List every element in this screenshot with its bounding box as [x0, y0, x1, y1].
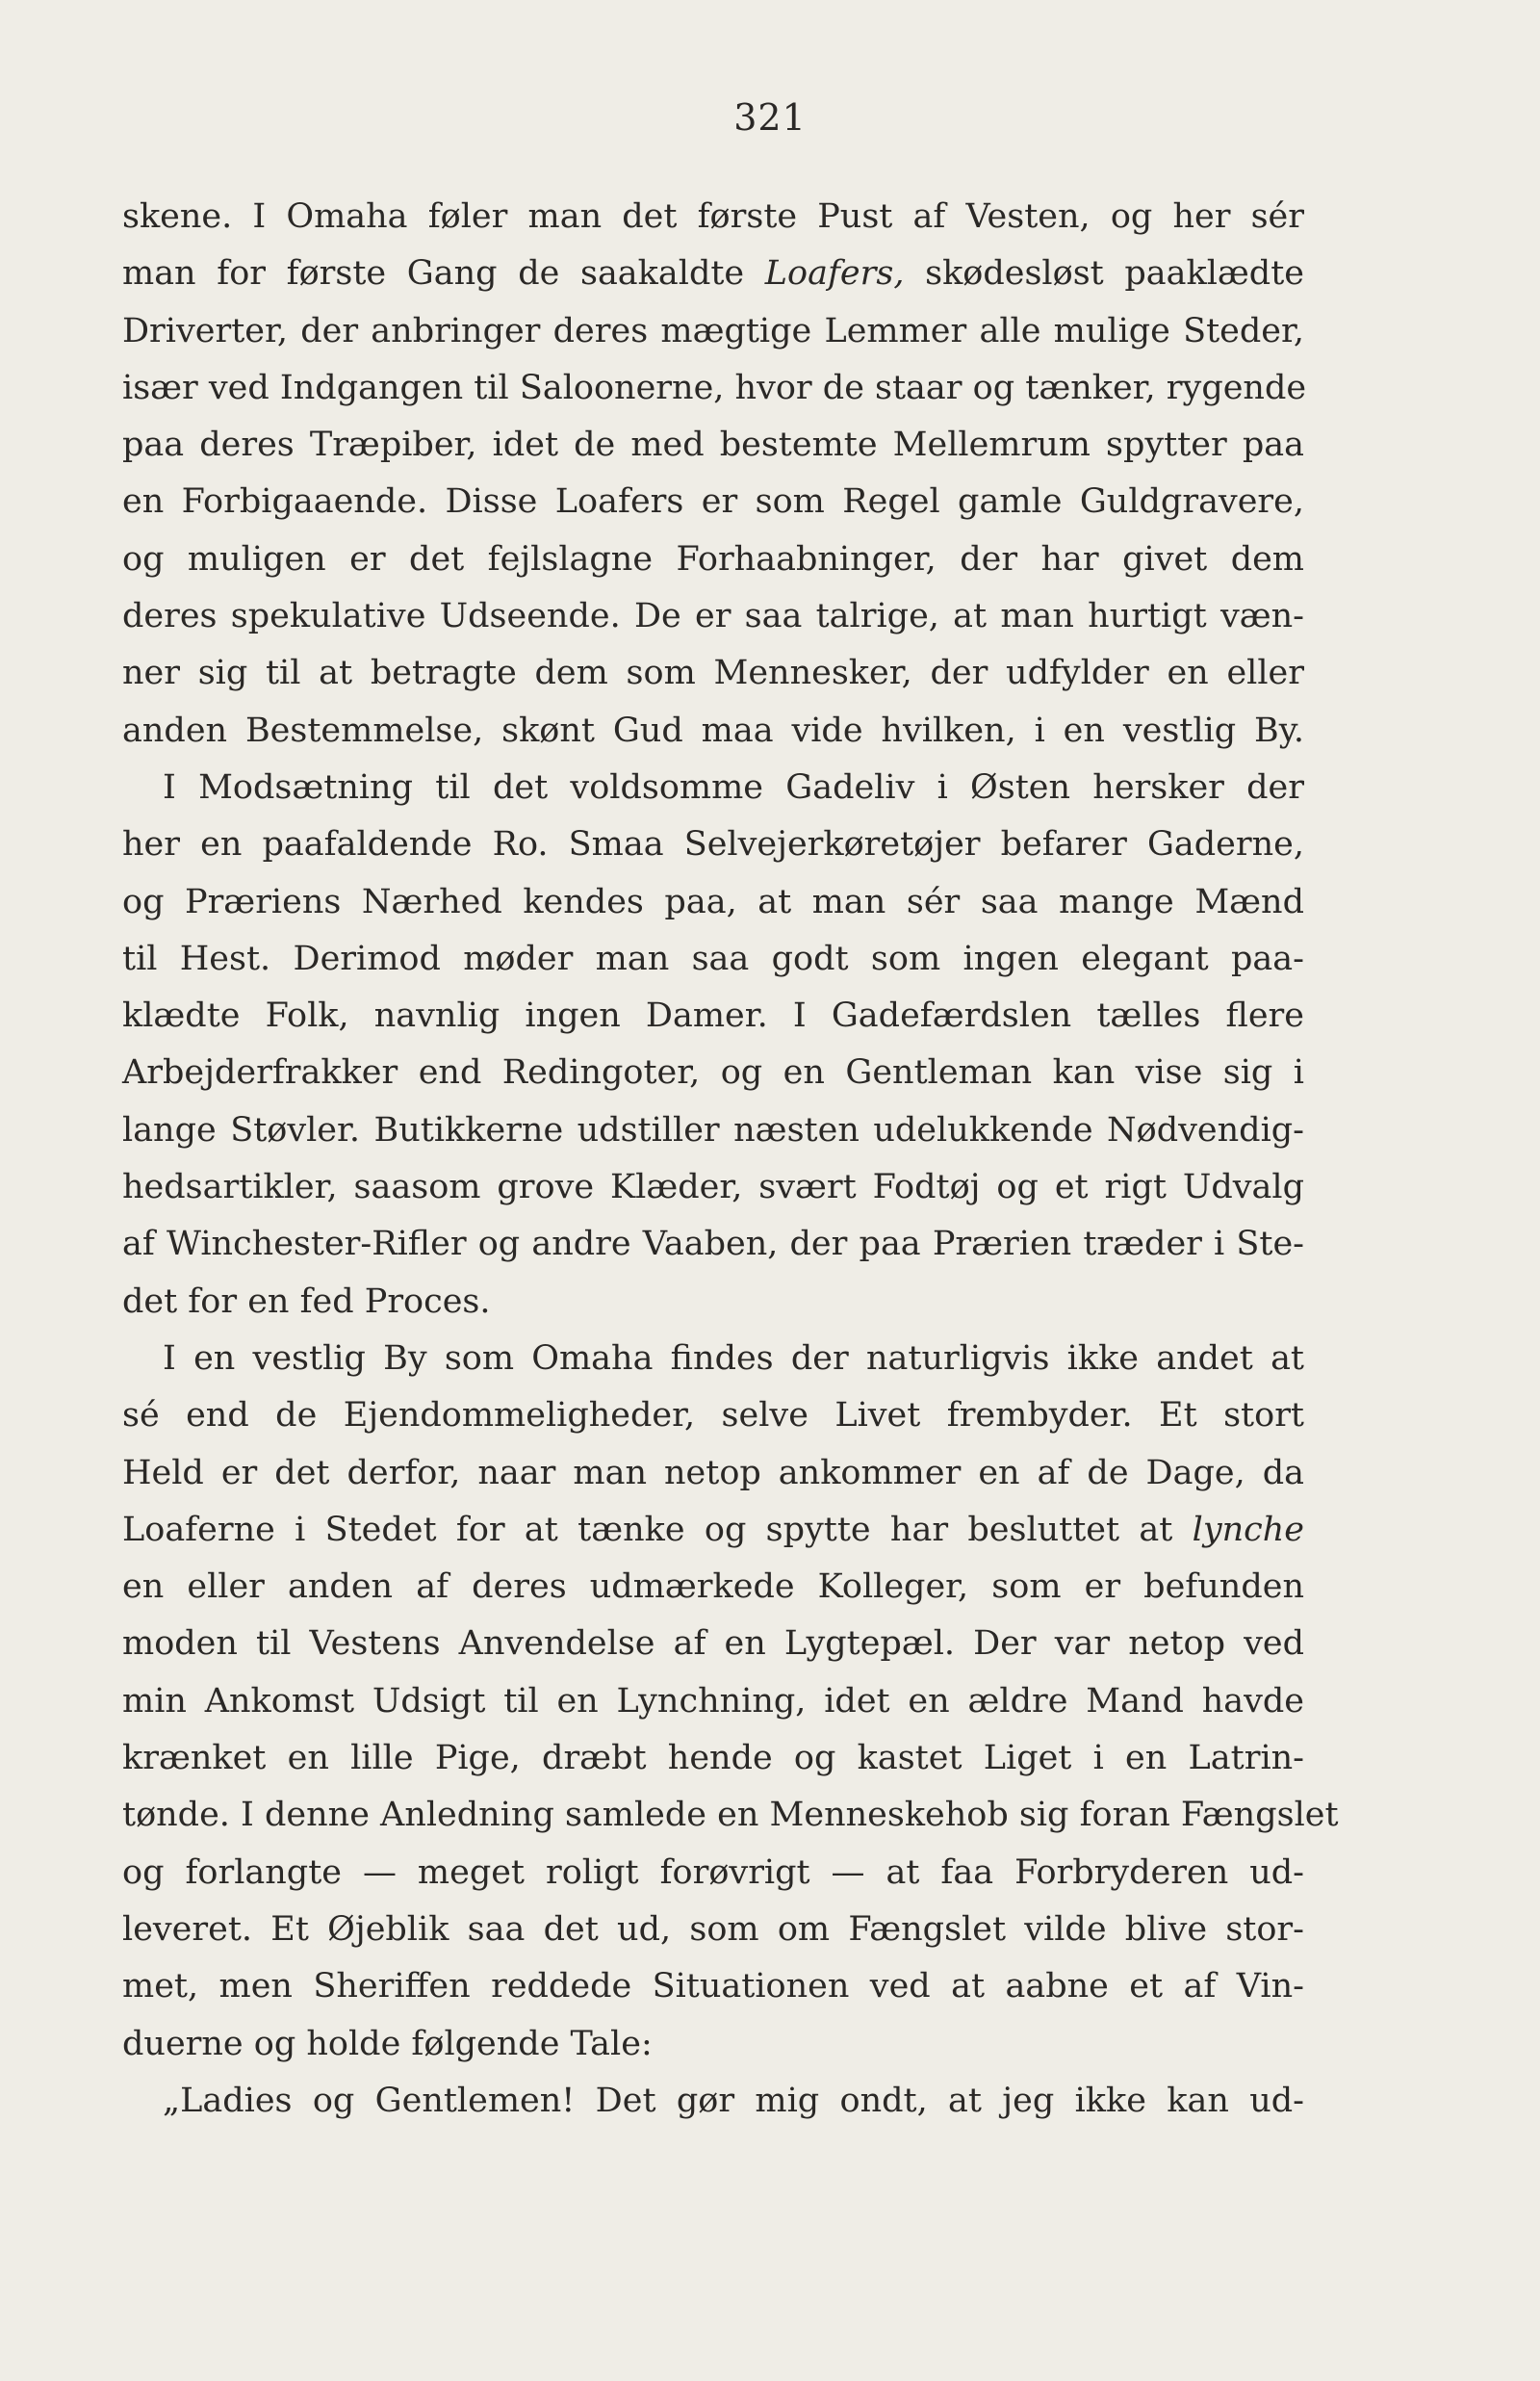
text-line: og Præriens Nærhed kendes paa, at man sér saa mange Mænd: [122, 882, 1304, 921]
body-text: [122, 189, 1339, 2130]
text-line: krænket en lille Pige, dræbt hende og kastet Liget i en Latrin-: [122, 1739, 1304, 1778]
text-line: hedsartikler, saasom grove Klæder, svært Fodtøj og et rigt Udvalg: [122, 1168, 1304, 1207]
text-line: paa deres Træpiber, idet de med bestemte Mellemrum spytter paa: [122, 426, 1304, 465]
text-line: en eller anden af deres udmærkede Kolleger, som er befunden: [122, 1567, 1304, 1607]
text-line: Driverter, der anbringer deres mægtige Lemmer alle mulige Steder,: [122, 311, 1304, 350]
text-line: en Forbigaaende. Disse Loafers er som Regel gamle Guldgravere,: [122, 482, 1304, 522]
italic-term: Loafers,: [764, 254, 905, 294]
text-line: „Ladies og Gentlemen! Det gør mig ondt, at jeg ikke kan ud-: [163, 2081, 1304, 2120]
text-line: og forlangte — meget roligt forøvrigt — at faa Forbryderen ud-: [122, 1852, 1304, 1892]
text-line: og muligen er det fejlslagne Forhaabninger, der har givet dem: [122, 539, 1304, 579]
text-segment: skødesløst paaklædte: [904, 254, 1304, 294]
text-line: skene. I Omaha føler man det første Pust af Vesten, og her sér: [122, 197, 1304, 236]
text-line: Arbejderfrakker end Redingoter, og en Gentleman kan vise sig i: [122, 1053, 1304, 1093]
italic-term: lynche: [1192, 1510, 1304, 1549]
text-segment: man for første Gang de saakaldte: [122, 254, 765, 294]
text-line: I en vestlig By som Omaha findes der naturligvis ikke andet at: [163, 1338, 1304, 1378]
text-line: tønde. I denne Anledning samlede en Menneskehob sig foran Fængslet: [122, 1796, 1339, 1835]
text-line: af Winchester-Rifler og andre Vaaben, der paa Prærien træder i Ste-: [122, 1225, 1304, 1264]
text-segment: Loaferne i Stedet for at tænke og spytte har besluttet at: [122, 1510, 1193, 1549]
text-line: lange Støvler. Butikkerne udstiller næsten udelukkende Nødvendig-: [122, 1110, 1304, 1150]
text-line: met, men Sheriffen reddede Situationen ved at aabne et af Vin-: [122, 1967, 1304, 2006]
text-line: Held er det derfor, naar man netop ankommer en af de Dage, da: [122, 1453, 1304, 1492]
text-line: til Hest. Derimod møder man saa godt som ingen elegant paa-: [122, 939, 1304, 978]
text-line: især ved Indgangen til Saloonerne, hvor de staar og tænker, rygende: [122, 368, 1307, 407]
text-line: anden Bestemmelse, skønt Gud maa vide hvilken, i en vestlig By.: [122, 711, 1304, 750]
text-line: min Ankomst Udsigt til en Lynchning, idet en ældre Mand havde: [122, 1681, 1304, 1721]
page-number: 321: [733, 96, 807, 139]
text-line: leveret. Et Øjeblik saa det ud, som om Fængslet vilde blive stor-: [122, 1909, 1304, 1949]
text-line: ner sig til at betragte dem som Mennesker, der udfylder en eller: [122, 654, 1304, 693]
text-line: deres spekulative Udseende. De er saa talrige, at man hurtigt væn-: [122, 597, 1304, 636]
text-line: [122, 246, 1304, 302]
text-line: I Modsætning til det voldsomme Gadeliv i Østen hersker der: [163, 767, 1304, 807]
text-line: duerne og holde følgende Tale:: [122, 2024, 653, 2063]
text-line: sé end de Ejendommeligheder, selve Livet frembyder. Et stort: [122, 1396, 1304, 1436]
text-line: her en paafaldende Ro. Smaa Selvejerkøretøjer befarer Gaderne,: [122, 825, 1304, 865]
text-line: moden til Vestens Anvendelse af en Lygtepæl. Der var netop ved: [122, 1624, 1304, 1664]
text-line: [122, 1502, 1304, 1559]
text-line: det for en fed Proces.: [122, 1281, 491, 1321]
text-line: klædte Folk, navnlig ingen Damer. I Gadefærdslen tælles flere: [122, 996, 1304, 1036]
